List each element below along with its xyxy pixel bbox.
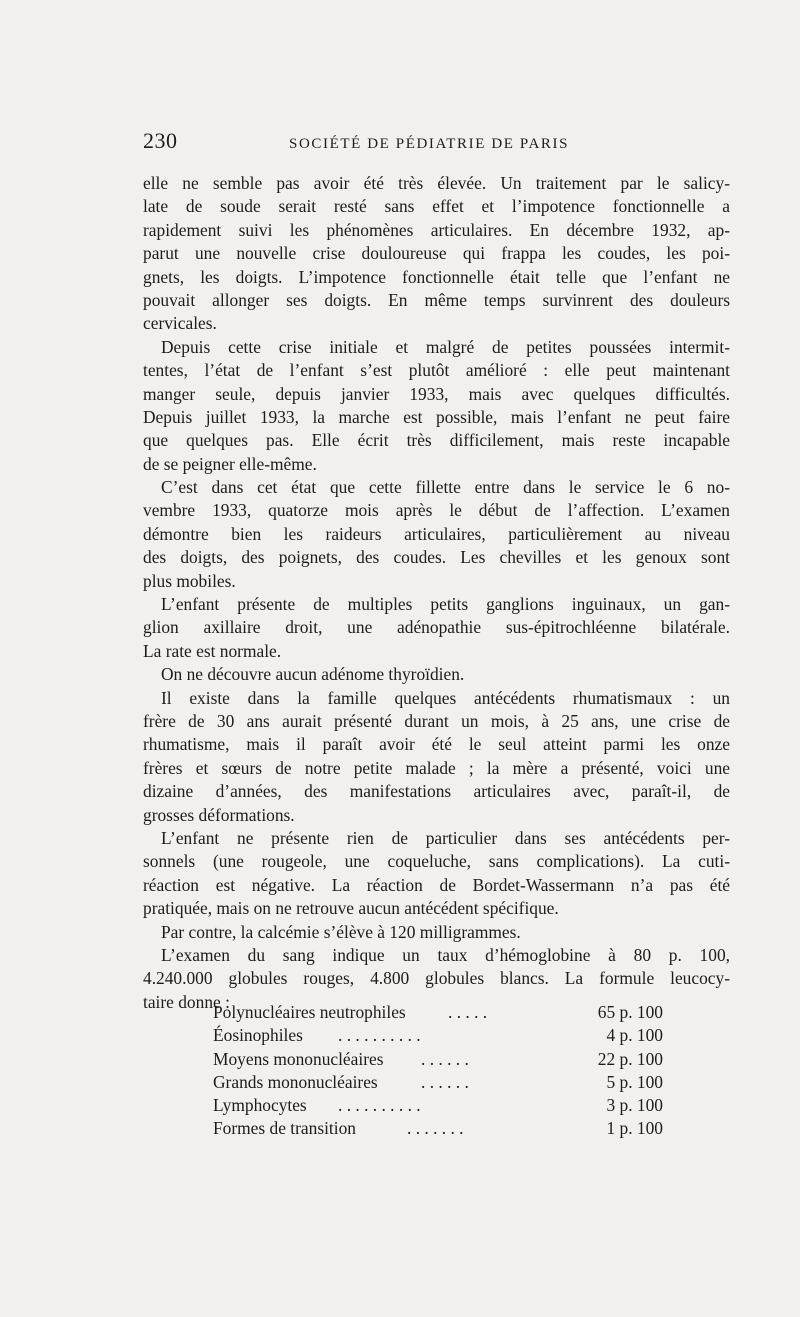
text-line: cervicales. (143, 313, 217, 334)
text-line: L’examen du sang indique un taux d’hémoglobine à 80 p. 100, (161, 944, 730, 965)
running-title: SOCIÉTÉ DE PÉDIATRIE DE PARIS (289, 136, 570, 152)
text-line: pouvait allonger ses doigts. En même temps survinrent des douleurs (143, 289, 730, 310)
row-value: 3 p. 100 (606, 1095, 663, 1116)
text-line: plus mobiles. (143, 570, 236, 591)
text-line: vembre 1933, quatorze mois après le début de l’affection. L’examen (143, 500, 730, 521)
text-line: L’enfant ne présente rien de particulier dans ses antécédents per- (161, 827, 730, 848)
row-label: Grands mononucléaires (213, 1071, 378, 1092)
text-line: Depuis juillet 1933, la marche est possible, mais l’enfant ne peut faire (143, 406, 730, 427)
leader-dots: . . . . . . (421, 1048, 469, 1069)
table-row (213, 1095, 663, 1118)
text-line: rhumatisme, mais il paraît avoir été le seul atteint parmi les onze (143, 734, 730, 755)
text-line: La rate est normale. (143, 640, 282, 661)
row-value: 4 p. 100 (606, 1025, 663, 1046)
text-line: sonnels (une rougeole, une coqueluche, sans complications). La cuti- (143, 851, 730, 872)
text-line: Depuis cette crise initiale et malgré de petites poussées intermit- (161, 336, 730, 357)
text-line: glion axillaire droit, une adénopathie sus-épitrochléenne bilatérale. (143, 617, 730, 638)
text-line: parut une nouvelle crise douloureuse qui frappa les coudes, les poi- (143, 243, 730, 264)
row-label: Formes de transition (213, 1118, 356, 1139)
body-text (143, 172, 730, 1014)
text-line: de se peigner elle-même. (143, 453, 317, 474)
text-line: elle ne semble pas avoir été très élevée. Un traitement par le salicy- (143, 173, 730, 193)
table-row (213, 1072, 663, 1095)
row-value: 1 p. 100 (606, 1118, 663, 1139)
page-number: 230 (143, 128, 178, 153)
text-line: late de soude serait resté sans effet et l’impotence fonctionnelle a (143, 196, 730, 217)
text-line: que quelques pas. Elle écrit très difficilement, mais reste incapable (143, 430, 730, 451)
table-row (213, 1049, 663, 1072)
leader-dots: . . . . . (448, 1002, 488, 1022)
text-line: L’enfant présente de multiples petits ganglions inguinaux, un gan- (161, 594, 730, 615)
text-line: Il existe dans la famille quelques antécédents rhumatismaux : un (161, 687, 730, 708)
text-line: démontre bien les raideurs articulaires, particulièrement au niveau (143, 523, 730, 544)
row-label: Éosinophiles (213, 1025, 303, 1046)
row-label: Polynucléaires neutrophiles (213, 1002, 406, 1022)
text-line: Par contre, la calcémie s’élève à 120 milligrammes. (161, 921, 521, 942)
row-value: 22 p. 100 (597, 1048, 663, 1069)
leader-dots: . . . . . . . . . . (338, 1095, 421, 1116)
page-header (143, 128, 728, 164)
text-line: tentes, l’état de l’enfant s’est plutôt amélioré : elle peut maintenant (143, 360, 730, 381)
text-line: frères et sœurs de notre petite malade ; la mère a présenté, voici une (143, 757, 730, 778)
text-line: frère de 30 ans aurait présenté durant un mois, à 25 ans, une crise de (143, 710, 730, 731)
text-line: On ne découvre aucun adénome thyroïdien. (161, 664, 465, 685)
text-line: C’est dans cet état que cette fillette entre dans le service le 6 no- (161, 477, 730, 498)
text-line: 4.240.000 globules rouges, 4.800 globules blancs. La formule leucocy- (143, 968, 730, 989)
text-line: réaction est négative. La réaction de Bordet-Wassermann n’a pas été (143, 874, 730, 895)
row-value: 5 p. 100 (606, 1071, 663, 1092)
leader-dots: . . . . . . . . . . (338, 1025, 421, 1046)
text-line: taire donne : (143, 991, 230, 1012)
text-line: dizaine d’années, des manifestations articulaires avec, paraît-il, de (143, 781, 730, 802)
row-label: Moyens mononucléaires (213, 1048, 384, 1069)
leukocyte-formula-table (213, 1002, 663, 1142)
text-line: pratiquée, mais on ne retrouve aucun antécédent spécifique. (143, 898, 559, 919)
row-value: 65 p. 100 (597, 1002, 663, 1022)
leader-dots: . . . . . . . (407, 1118, 464, 1139)
table-row (213, 1025, 663, 1048)
leader-dots: . . . . . . (421, 1071, 469, 1092)
row-label: Lymphocytes (213, 1095, 307, 1116)
text-line: gnets, les doigts. L’impotence fonctionnelle était telle que l’enfant ne (143, 266, 730, 287)
table-row (213, 1118, 663, 1141)
text-line: des doigts, des poignets, des coudes. Les chevilles et les genoux sont (143, 547, 730, 568)
text-line: manger seule, depuis janvier 1933, mais avec quelques difficultés. (143, 383, 730, 404)
table-row (213, 1002, 663, 1025)
text-line: grosses déformations. (143, 804, 295, 825)
text-line: rapidement suivi les phénomènes articulaires. En décembre 1932, ap- (143, 219, 730, 240)
